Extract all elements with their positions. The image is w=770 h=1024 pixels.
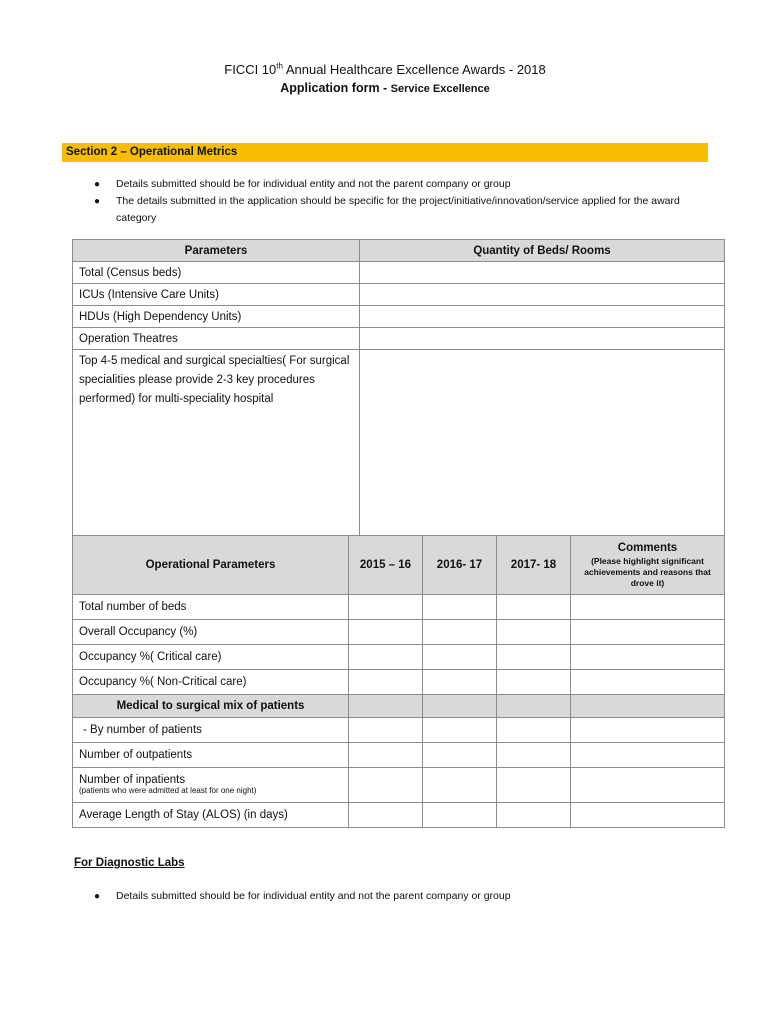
- diagnostic-labs-heading: For Diagnostic Labs: [74, 857, 185, 869]
- table-row: [73, 743, 725, 768]
- shaded-cell: [423, 695, 497, 718]
- list-item: ● Details submitted should be for individual entity and not the parent company or group: [92, 176, 712, 193]
- section-heading: Section 2 – Operational Metrics: [62, 143, 708, 162]
- row-label: HDUs (High Dependency Units): [73, 306, 360, 328]
- table-row: [73, 262, 725, 284]
- value-cell[interactable]: [497, 768, 571, 803]
- value-cell[interactable]: [423, 595, 497, 620]
- row-label: Occupancy %( Critical care): [73, 645, 349, 670]
- column-header-parameters: Parameters: [73, 240, 360, 262]
- quantity-input-cell[interactable]: [360, 350, 725, 539]
- table-row: [73, 595, 725, 620]
- table-row: [73, 645, 725, 670]
- value-cell[interactable]: [349, 670, 423, 695]
- value-cell[interactable]: [349, 768, 423, 803]
- table-row: [73, 284, 725, 306]
- value-cell[interactable]: [497, 620, 571, 645]
- row-label: Overall Occupancy (%): [73, 620, 349, 645]
- column-header-2015-16: 2015 – 16: [349, 536, 423, 595]
- shaded-cell: [497, 695, 571, 718]
- value-cell[interactable]: [497, 718, 571, 743]
- value-cell[interactable]: [497, 803, 571, 828]
- column-header-comments: [571, 536, 725, 595]
- table-row: [73, 620, 725, 645]
- table-header-row: [73, 536, 725, 595]
- row-label: Operation Theatres: [73, 328, 360, 350]
- comment-cell[interactable]: [571, 768, 725, 803]
- value-cell[interactable]: [423, 803, 497, 828]
- value-cell[interactable]: [349, 595, 423, 620]
- section-bullet-list: [92, 176, 712, 227]
- value-cell[interactable]: [349, 620, 423, 645]
- bullet-icon: ●: [93, 891, 101, 902]
- table-header-row: [73, 240, 725, 262]
- value-cell[interactable]: [423, 718, 497, 743]
- column-header-operational-parameters: Operational Parameters: [73, 536, 349, 595]
- row-label: ICUs (Intensive Care Units): [73, 284, 360, 306]
- value-cell[interactable]: [497, 670, 571, 695]
- value-cell[interactable]: [423, 645, 497, 670]
- row-label: Average Length of Stay (ALOS) (in days): [73, 803, 349, 828]
- beds-table: [72, 239, 725, 539]
- value-cell[interactable]: [349, 645, 423, 670]
- table-section-row: [73, 695, 725, 718]
- list-item: ● The details submitted in the application should be specific for the project/initiative/innovation/service applied for the award category: [93, 195, 680, 224]
- table-row: [73, 718, 725, 743]
- inpatients-note: (patients who were admitted at least for one night): [79, 786, 257, 795]
- shaded-cell: [349, 695, 423, 718]
- value-cell[interactable]: [349, 803, 423, 828]
- row-label: Total number of beds: [73, 595, 349, 620]
- comments-title: Comments: [617, 541, 678, 554]
- value-cell[interactable]: [349, 743, 423, 768]
- row-label: Occupancy %( Non-Critical care): [73, 670, 349, 695]
- comment-cell[interactable]: [571, 803, 725, 828]
- bullet-icon: ●: [93, 179, 101, 190]
- column-header-2017-18: 2017- 18: [497, 536, 571, 595]
- row-label: - By number of patients: [73, 718, 349, 743]
- list-item: ● Details submitted should be for individual entity and not the parent company or group: [92, 888, 712, 905]
- column-header-quantity: Quantity of Beds/ Rooms: [360, 240, 725, 262]
- row-label: Top 4-5 medical and surgical specialties( For surgical specialities please provide 2-3 key procedures performed) for multi-speciality hospital: [73, 350, 360, 539]
- form-title: FICCI 10th Annual Healthcare Excellence Awards - 2018: [224, 61, 546, 77]
- quantity-input-cell[interactable]: [360, 262, 725, 284]
- table-row: [73, 670, 725, 695]
- table-row: [73, 328, 725, 350]
- comment-cell[interactable]: [571, 645, 725, 670]
- shaded-cell: [571, 695, 725, 718]
- diagnostics-bullet-list: [92, 888, 712, 905]
- comment-cell[interactable]: [571, 620, 725, 645]
- value-cell[interactable]: [423, 670, 497, 695]
- row-label-inpatients: [73, 768, 349, 803]
- column-header-2016-17: 2016- 17: [423, 536, 497, 595]
- quantity-input-cell[interactable]: [360, 284, 725, 306]
- bullet-icon: ●: [93, 196, 101, 207]
- value-cell[interactable]: [423, 768, 497, 803]
- comment-cell[interactable]: [571, 718, 725, 743]
- value-cell[interactable]: [497, 743, 571, 768]
- table-row: [73, 803, 725, 828]
- value-cell[interactable]: [497, 645, 571, 670]
- inpatients-label: Number of inpatients: [79, 774, 186, 786]
- mix-heading: Medical to surgical mix of patients: [73, 695, 349, 718]
- comment-cell[interactable]: [571, 670, 725, 695]
- table-row: [73, 306, 725, 328]
- table-row: [73, 768, 725, 803]
- value-cell[interactable]: [497, 595, 571, 620]
- comment-cell[interactable]: [571, 595, 725, 620]
- value-cell[interactable]: [423, 620, 497, 645]
- form-subtitle: Application form - Service Excellence: [280, 81, 490, 95]
- quantity-input-cell[interactable]: [360, 306, 725, 328]
- operational-parameters-table: [72, 535, 725, 828]
- row-label: Total (Census beds): [73, 262, 360, 284]
- row-label: Number of outpatients: [73, 743, 349, 768]
- comments-note: (Please highlight significant achievements and reasons that drove it): [584, 555, 711, 588]
- comment-cell[interactable]: [571, 743, 725, 768]
- quantity-input-cell[interactable]: [360, 328, 725, 350]
- table-row: [73, 350, 725, 539]
- value-cell[interactable]: [349, 718, 423, 743]
- value-cell[interactable]: [423, 743, 497, 768]
